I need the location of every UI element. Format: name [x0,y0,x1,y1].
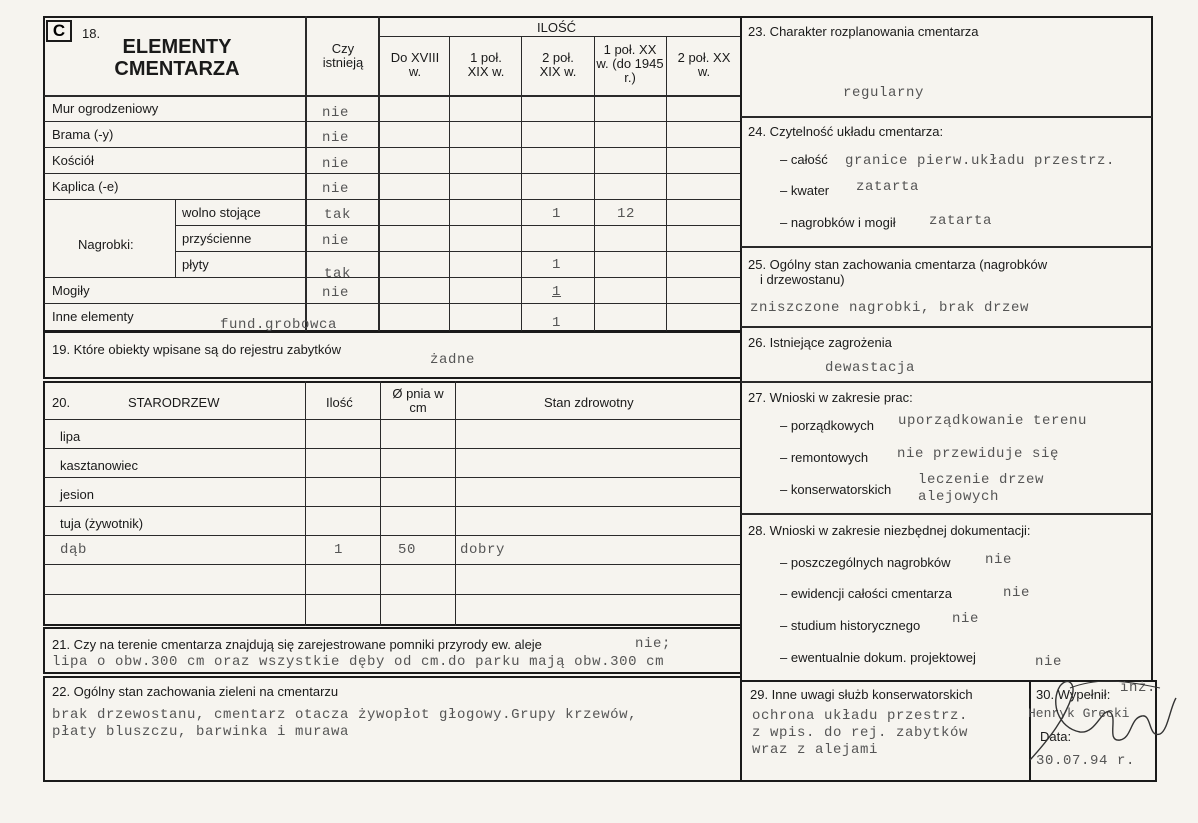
s28-l1: – poszczególnych nagrobków [780,555,951,570]
cell-value: 1 [552,206,562,222]
s20-title: STARODRZEW [128,395,220,410]
tree-label: jesion [60,487,94,502]
s27-porz-value: uporządkowanie terenu [898,413,1088,429]
s27-kons-value-1: leczenie drzew [918,472,1045,488]
s19-label: 19. Które obiekty wpisane są do rejestru zabytków [52,342,342,357]
row-exists-value: tak [324,266,352,282]
col-period-2: 1 poł. XIX w. [467,50,505,79]
tree-typed-state: dobry [460,542,506,558]
col-period-5: 2 poł. XX w. [677,50,731,79]
row-other-value: fund.grobowca [220,317,338,333]
tree-typed-diam: 50 [398,542,417,558]
s30-date: 30.07.94 r. [1036,753,1136,769]
s24-nagrobkow-label: – nagrobków i mogił [780,215,896,230]
s27-kons-value-2: alejowych [918,489,1000,505]
row-label: Inne elementy [52,309,134,324]
s29-value-3: wraz z alejami [752,742,879,758]
s21-value-2: lipa o obw.300 cm oraz wszystkie dęby od cm.do parku mają obw.300 cm [52,654,665,670]
s28-v1: nie [985,552,1013,568]
s20-col-ilosc: Ilość [326,395,353,410]
s22-value-1: brak drzewostanu, cmentarz otacza żywopłot głogowy.Grupy krzewów, [52,707,638,723]
row-exists-value: nie [322,233,350,249]
tree-typed-name: dąb [60,542,88,558]
row-exists-value: nie [322,130,350,146]
col-czy-istnieja: Czy istnieją [322,41,364,70]
row-label: płyty [182,257,209,272]
s30-label: 30. Wypełnił: [1036,687,1111,702]
s28-l3: – studium historycznego [780,618,921,633]
col-period-4: 1 poł. XX w. (do 1945 r.) [596,42,664,85]
s28-v3: nie [952,611,980,627]
s29-value-2: z wpis. do rej. zabytków [752,725,969,741]
section-18-title: ELEMENTY CMENTARZA [114,36,240,80]
s20-col-pnia: Ø pnia w cm [392,386,444,415]
row-exists-value: nie [322,285,350,301]
nagrobki-label: Nagrobki: [78,237,134,252]
signature-icon [1010,668,1180,768]
s28-l4: – ewentualnie dokum. projektowej [780,650,976,665]
row-exists-value: nie [322,181,350,197]
s24-kwater-label: – kwater [780,183,830,198]
s23-label: 23. Charakter rozplanowania cmentarza [748,24,979,39]
s28-v4: nie [1035,654,1063,670]
s27-kons-label: – konserwatorskich [780,482,892,497]
row-exists-value: tak [324,207,352,223]
s21-value-1: nie; [635,636,672,652]
s28-label: 28. Wnioski w zakresie niezbędnej dokumentacji: [748,523,1031,538]
section-20-box [43,381,742,626]
col-period-3: 2 poł. XIX w. [539,50,577,79]
col-period-1: Do XVIII w. [390,50,440,79]
cell-value: 1 [552,315,562,331]
s22-value-2: płaty bluszczu, barwinka i murawa [52,724,350,740]
s29-label: 29. Inne uwagi służb konserwatorskich [750,687,973,702]
tree-label: kasztanowiec [60,458,139,473]
s27-label: 27. Wnioski w zakresie prac: [748,390,913,405]
tree-typed-qty: 1 [334,542,344,558]
s30-name: Henryk Grecki [1028,706,1130,721]
cell-value: 1 [552,284,562,300]
s25-value: zniszczone nagrobki, brak drzew [750,300,1030,316]
col-ilosc: ILOŚĆ [537,20,577,35]
s27-rem-value: nie przewiduje się [897,446,1060,462]
section-letter: C [46,20,72,42]
s24-kwater-value: zatarta [856,179,920,195]
row-exists-value: nie [322,105,350,121]
s26-value: dewastacja [825,360,916,376]
s26-label: 26. Istniejące zagrożenia [748,335,892,350]
s24-label: 24. Czytelność układu cmentarza: [748,124,944,139]
s29-value-1: ochrona układu przestrz. [752,708,969,724]
s21-label: 21. Czy na terenie cmentarza znajdują się zarejestrowane pomniki przyrody ew. aleje [52,637,542,652]
s27-rem-label: – remontowych [780,450,869,465]
row-exists-value: nie [322,156,350,172]
row-label: Mur ogrodzeniowy [52,101,159,116]
s24-calosc-value: granice pierw.układu przestrz. [845,153,1116,169]
row-label: Mogiły [52,283,90,298]
row-label: Kościół [52,153,94,168]
s27-porz-label: – porządkowych [780,418,874,433]
s28-v2: nie [1003,585,1031,601]
cell-value: 1 [552,257,562,273]
row-label: przyściennе [182,231,252,246]
s24-nagrobkow-value: zatarta [929,213,993,229]
s30-title: inż. [1120,680,1157,696]
s24-calosc-label: – całość [780,152,828,167]
row-label: Kaplica (-e) [52,179,119,194]
s23-value: regularny [843,85,925,101]
row-label: wolno stojące [182,205,261,220]
tree-label: tuja (żywotnik) [60,516,144,531]
s22-label: 22. Ogólny stan zachowania zieleni na cmentarzu [52,684,339,699]
s30-date-label: Data: [1040,729,1072,744]
row-label: Brama (-y) [52,127,114,142]
s20-col-stan: Stan zdrowotny [544,395,634,410]
s25-label-1: 25. Ogólny stan zachowania cmentarza (nagrobków [748,257,1048,272]
tree-label: lipa [60,429,81,444]
s20-number: 20. [52,395,71,410]
s19-value: żadne [430,352,476,368]
section-18-number: 18. [82,26,101,41]
s28-l2: – ewidencji całości cmentarza [780,586,952,601]
cell-value: 12 [617,206,636,222]
s25-label-2: i drzewostanu) [760,272,845,287]
